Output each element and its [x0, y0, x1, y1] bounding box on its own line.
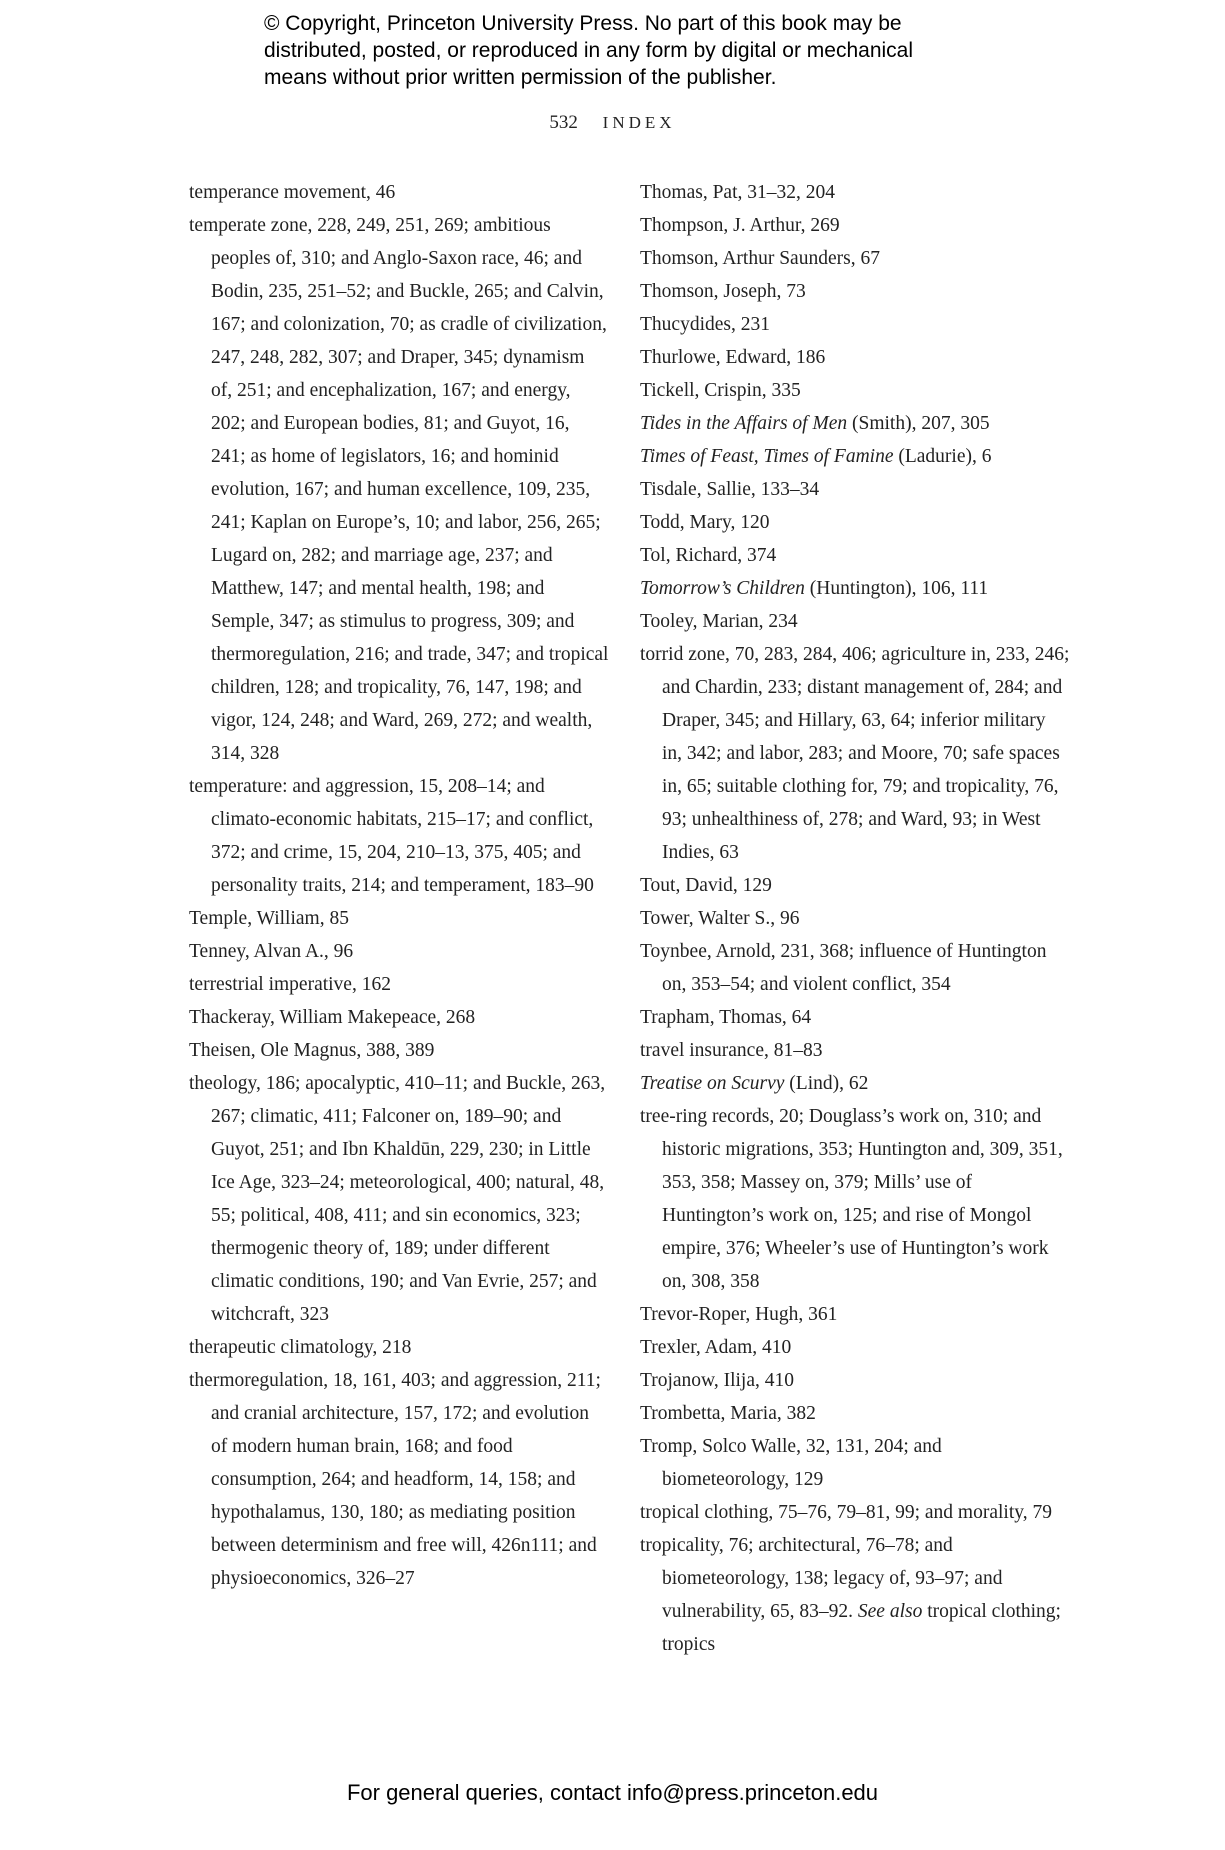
index-entry-text: (Smith), 207, 305 — [847, 413, 990, 434]
index-entry-text: tropical clothing; tropics — [662, 1601, 1061, 1655]
index-entry — [640, 242, 1070, 275]
index-entry — [640, 572, 1070, 605]
index-entry-text: Theisen, Ole Magnus, 388, 389 — [189, 1040, 435, 1061]
index-entry — [189, 1001, 609, 1034]
index-entry-text: Thomson, Arthur Saunders, 67 — [640, 248, 880, 269]
index-entry-text: (Ladurie), 6 — [893, 446, 992, 467]
index-entry-text: Tenney, Alvan A., 96 — [189, 941, 354, 962]
index-entry — [189, 968, 609, 1001]
index-entry-text: Thomson, Joseph, 73 — [640, 281, 806, 302]
index-entry-title: Tides in the Affairs of Men — [640, 413, 848, 434]
index-entry-text: Tickell, Crispin, 335 — [640, 380, 801, 401]
index-entry — [189, 176, 609, 209]
index-entry — [640, 473, 1070, 506]
index-entry-text: Trombetta, Maria, 382 — [640, 1403, 816, 1424]
index-entry — [640, 1001, 1070, 1034]
index-entry-text: Thackeray, William Makepeace, 268 — [189, 1007, 476, 1028]
index-entry — [189, 1331, 609, 1364]
index-entry-title: Times of Feast, Times of Famine — [640, 446, 894, 467]
index-entry — [640, 1496, 1070, 1529]
index-entry-text: Toynbee, Arnold, 231, 368; influence of Huntington on, 353–54; and violent conflict, 354 — [640, 941, 1047, 995]
index-entry — [189, 1364, 609, 1595]
index-entry-text: Todd, Mary, 120 — [640, 512, 770, 533]
running-head — [0, 112, 1225, 134]
index-entry — [640, 209, 1070, 242]
index-entry-text: Trexler, Adam, 410 — [640, 1337, 792, 1358]
index-entry-text: Thompson, J. Arthur, 269 — [640, 215, 840, 236]
index-entry — [189, 935, 609, 968]
index-entry-text: theology, 186; apocalyptic, 410–11; and Buckle, 263, 267; climatic, 411; Falconer on, 189–90; and Guyot, 251; and Ibn Khaldūn, 229, 230; in Little Ice Age, 323–24; meteorological, 400; natural, 48, 55; political, 408, 411; and sin economics, 323; thermogenic theory of, 189; under different climatic conditions, 190; and Van Evrie, 257; and witchcraft, 323 — [189, 1073, 606, 1325]
index-entry-text: (Lind), 62 — [784, 1073, 869, 1094]
index-entry-text: Tooley, Marian, 234 — [640, 611, 798, 632]
index-entry-text: Tromp, Solco Walle, 32, 131, 204; and biometeorology, 129 — [640, 1436, 942, 1490]
index-entry-text: Tisdale, Sallie, 133–34 — [640, 479, 820, 500]
index-entry — [189, 209, 609, 770]
index-entry — [189, 1034, 609, 1067]
index-entry-text: travel insurance, 81–83 — [640, 1040, 823, 1061]
index-entry-text: temperate zone, 228, 249, 251, 269; ambitious peoples of, 310; and Anglo-Saxon race, 46; and Bodin, 235, 251–52; and Buckle, 265; and Calvin, 167; and colonization, 70; as cradle of civilization, 247, 248, 282, 307; and Draper, 345; dynamism of, 251; and encephalization, 167; and energy, 202; and European bodies, 81; and Guyot, 16, 241; as home of legislators, 16; and hominid evolution, 167; and human excellence, 109, 235, 241; Kaplan on Europe’s, 10; and labor, 256, 265; Lugard on, 282; and marriage age, 237; and Matthew, 147; and mental health, 198; and Semple, 347; as stimulus to progress, 309; and thermoregulation, 216; and trade, 347; and tropical children, 128; and tropicality, 76, 147, 198; and vigor, 124, 248; and Ward, 269, 272; and wealth, 314, 328 — [189, 215, 609, 764]
index-entry — [640, 275, 1070, 308]
index-entry-text: temperance movement, 46 — [189, 182, 396, 203]
index-entry-text: thermoregulation, 18, 161, 403; and aggression, 211; and cranial architecture, 157, 172; and evolution of modern human brain, 168; and food consumption, 264; and headform, 14, 158; and hypothalamus, 130, 180; as mediating position between determinism and free will, 426n111; and physioeconomics, 326–27 — [189, 1370, 601, 1589]
index-entry-text: Trojanow, Ilija, 410 — [640, 1370, 795, 1391]
index-entry — [189, 770, 609, 902]
index-entry-text: tropicality, 76; architectural, 76–78; and biometeorology, 138; legacy of, 93–97; and vulnerability, 65, 83–92. — [640, 1535, 1003, 1622]
index-entry-text: Tol, Richard, 374 — [640, 545, 777, 566]
index-entry — [640, 1430, 1070, 1496]
index-entry — [640, 176, 1070, 209]
index-entry — [640, 1100, 1070, 1298]
index-entry-text: Thucydides, 231 — [640, 314, 770, 335]
index-entry — [189, 1067, 609, 1331]
index-entry-text: Thurlowe, Edward, 186 — [640, 347, 826, 368]
index-entry-text: Temple, William, 85 — [189, 908, 349, 929]
index-entry — [640, 1298, 1070, 1331]
copyright-line: © Copyright, Princeton University Press. No part of this book may be — [264, 12, 902, 35]
index-column-right — [640, 176, 1070, 1661]
index-entry-see-also: See also — [853, 1601, 923, 1622]
index-entry — [189, 902, 609, 935]
index-entry — [640, 902, 1070, 935]
index-entry — [640, 308, 1070, 341]
index-entry — [640, 374, 1070, 407]
index-entry-text: torrid zone, 70, 283, 284, 406; agriculture in, 233, 246; and Chardin, 233; distant management of, 284; and Draper, 345; and Hillary, 63, 64; inferior military in, 342; and labor, 283; and Moore, 70; safe spaces in, 65; suitable clothing for, 79; and tropicality, 76, 93; unhealthiness of, 278; and Ward, 93; in West Indies, 63 — [640, 644, 1070, 863]
index-entry — [640, 506, 1070, 539]
index-entry — [640, 935, 1070, 1001]
index-entry-text: Trapham, Thomas, 64 — [640, 1007, 812, 1028]
index-entry-text: Tout, David, 129 — [640, 875, 772, 896]
copyright-line: distributed, posted, or reproduced in any form by digital or mechanical — [264, 39, 914, 62]
index-entry — [640, 407, 1070, 440]
index-entry — [640, 1331, 1070, 1364]
page-number: 532 — [549, 112, 578, 133]
index-entry-text: (Huntington), 106, 111 — [804, 578, 989, 599]
index-entry-title: Tomorrow’s Children — [640, 578, 805, 599]
index-entry-title: Treatise on Scurvy — [640, 1073, 785, 1094]
index-entry — [640, 1067, 1070, 1100]
index-entry — [640, 605, 1070, 638]
index-entry — [640, 869, 1070, 902]
index-entry-text: temperature: and aggression, 15, 208–14; and climato-economic habitats, 215–17; and conflict, 372; and crime, 15, 204, 210–13, 375, 405; and personality traits, 214; and temperament, 183–90 — [189, 776, 594, 896]
copyright-line: means without prior written permission of the publisher. — [264, 66, 777, 89]
index-entry — [640, 539, 1070, 572]
index-entry-text: therapeutic climatology, 218 — [189, 1337, 412, 1358]
index-entry — [640, 1529, 1070, 1661]
index-entry-text: Tower, Walter S., 96 — [640, 908, 800, 929]
index-entry-text: terrestrial imperative, 162 — [189, 974, 391, 995]
copyright-notice — [264, 10, 1024, 91]
index-entry-text: Thomas, Pat, 31–32, 204 — [640, 182, 835, 203]
index-entry — [640, 440, 1070, 473]
index-entry — [640, 1364, 1070, 1397]
index-entry — [640, 1397, 1070, 1430]
footer-contact: For general queries, contact info@press.princeton.edu — [346, 1780, 879, 1805]
index-entry-text: tropical clothing, 75–76, 79–81, 99; and morality, 79 — [640, 1502, 1052, 1523]
index-entry-text: Trevor-Roper, Hugh, 361 — [640, 1304, 838, 1325]
index-entry — [640, 1034, 1070, 1067]
index-entry — [640, 341, 1070, 374]
index-entry — [640, 638, 1070, 869]
page-title: INDEX — [602, 113, 676, 132]
index-entry-text: tree-ring records, 20; Douglass’s work on, 310; and historic migrations, 353; Huntington and, 309, 351, 353, 358; Massey on, 379; Mills’ use of Huntington’s work on, 125; and rise of Mongol empire, 376; Wheeler’s use of Huntington’s work on, 308, 358 — [640, 1106, 1063, 1292]
index-column-left — [189, 176, 609, 1595]
